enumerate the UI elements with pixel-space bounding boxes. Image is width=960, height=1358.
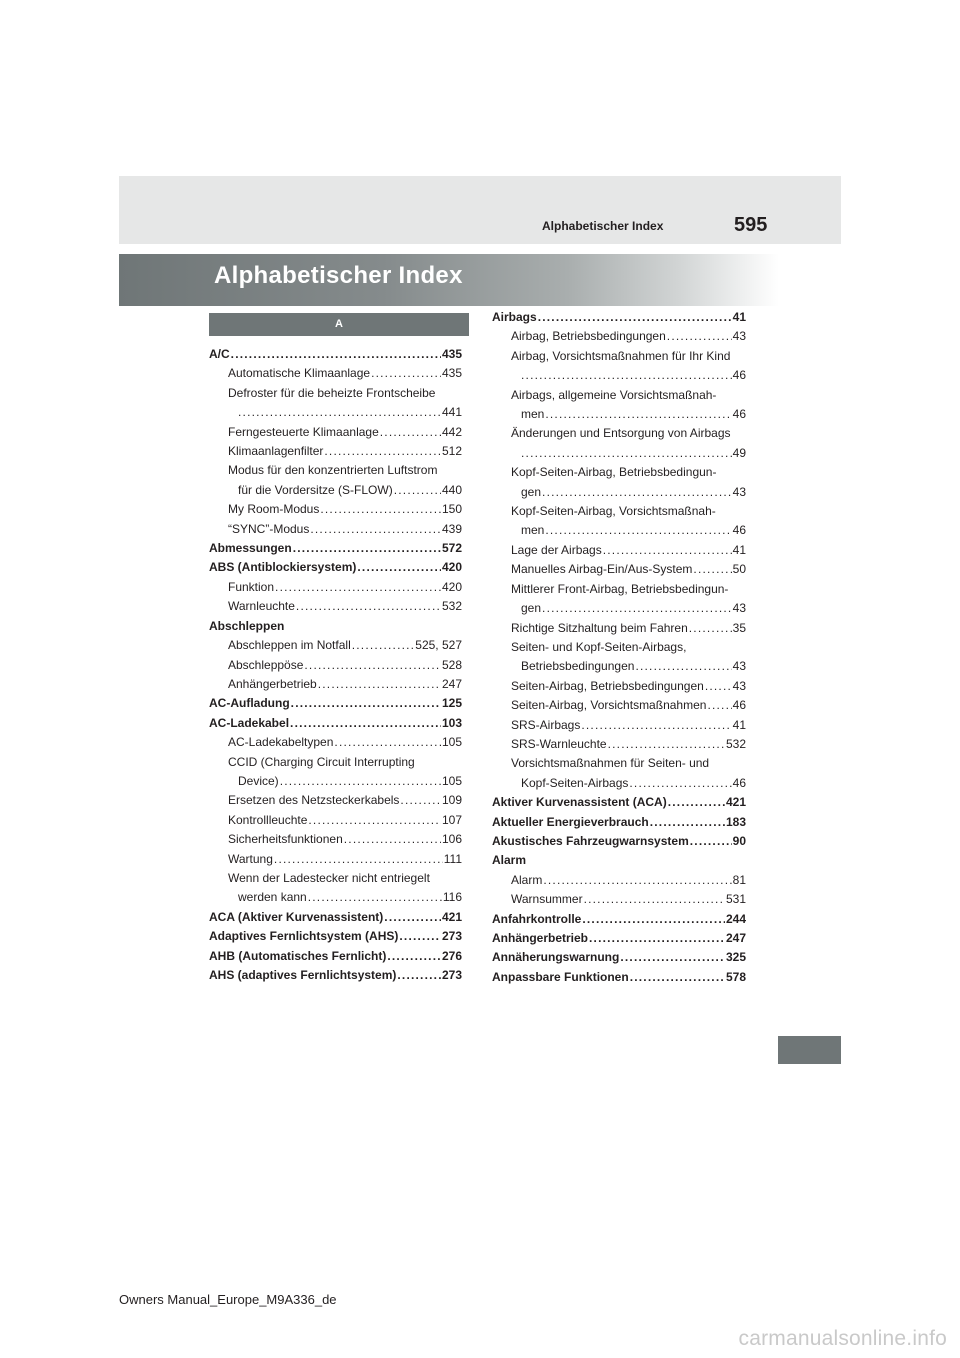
entry-page: 43	[732, 601, 746, 616]
leader-dots	[387, 947, 441, 966]
leader-dots	[603, 541, 732, 560]
entry-page: 103	[441, 715, 462, 730]
page-number: 595	[734, 214, 768, 236]
leader-dots	[280, 772, 441, 791]
entry-page: 107	[441, 812, 462, 827]
entry-page: 276	[441, 948, 462, 963]
entry-page: 441	[441, 405, 462, 420]
entry-page: 435	[441, 366, 462, 381]
leader-dots	[668, 793, 725, 812]
index-subentry[interactable]	[492, 677, 746, 696]
index-subentry[interactable]	[209, 656, 462, 675]
entry-text: men	[521, 407, 545, 422]
leader-dots	[608, 735, 725, 754]
entry-page: 109	[441, 793, 462, 808]
index-entry[interactable]	[209, 694, 462, 713]
section-letter-a: A	[209, 313, 469, 336]
leader-dots	[352, 636, 415, 655]
index-subentry[interactable]	[492, 327, 746, 346]
index-subentry-continuation[interactable]	[209, 481, 462, 500]
index-subentry-continuation[interactable]	[492, 774, 746, 793]
leader-dots	[380, 423, 441, 442]
leader-dots	[630, 968, 725, 987]
index-subentry-continuation[interactable]	[209, 403, 462, 422]
entry-text: gen	[521, 484, 542, 499]
leader-dots	[521, 366, 732, 385]
index-entry[interactable]	[209, 908, 462, 927]
entry-page: 578	[725, 969, 746, 984]
header-band	[119, 176, 841, 244]
index-subentry[interactable]	[492, 619, 746, 638]
leader-dots	[589, 929, 725, 948]
index-subentry-continuation[interactable]	[492, 521, 746, 540]
page-title: Alphabetischer Index	[214, 262, 463, 289]
leader-dots	[620, 948, 725, 967]
index-subentry-line[interactable]: Seiten- und Kopf-Seiten-Airbags,	[511, 639, 687, 654]
leader-dots	[384, 908, 441, 927]
leader-dots	[397, 966, 441, 985]
entry-page: 525, 527	[415, 638, 462, 653]
index-subentry-line[interactable]: Wenn der Ladestecker nicht entriegelt	[228, 870, 430, 885]
leader-dots	[581, 716, 731, 735]
index-subentry-line[interactable]: CCID (Charging Circuit Interrupting	[228, 754, 415, 769]
entry-text: AHB (Automatisches Fernlicht)	[209, 948, 387, 963]
entry-text: Sicherheitsfunktionen	[228, 832, 343, 847]
entry-page: 46	[732, 523, 746, 538]
leader-dots	[629, 774, 731, 793]
index-entry[interactable]	[492, 793, 746, 812]
entry-page: 244	[725, 911, 746, 926]
entry-page: 105	[441, 773, 462, 788]
leader-dots	[310, 520, 441, 539]
index-subentry[interactable]	[492, 696, 746, 715]
entry-page: 35	[732, 620, 746, 635]
entry-page: 116	[442, 890, 462, 905]
entry-page: 325	[725, 950, 746, 965]
entry-page: 49	[732, 445, 746, 460]
index-subentry[interactable]	[209, 442, 462, 461]
entry-page: 273	[441, 968, 462, 982]
index-heading[interactable]: Alarm	[492, 853, 527, 868]
entry-text: werden kann	[238, 890, 307, 905]
leader-dots	[357, 558, 441, 577]
index-subentry-line[interactable]: Vorsichtsmaßnahmen für Seiten- und	[511, 756, 710, 771]
leader-dots	[545, 521, 731, 540]
index-entry[interactable]	[209, 558, 462, 577]
entry-page: 125	[441, 696, 462, 711]
entry-page: 46	[732, 368, 746, 383]
index-subentry[interactable]	[209, 364, 462, 383]
index-entry[interactable]	[492, 948, 746, 967]
entry-text: Lage der Airbags	[511, 542, 602, 557]
index-subentry[interactable]	[492, 716, 746, 735]
entry-page: 111	[443, 851, 462, 866]
leader-dots	[693, 560, 731, 579]
leader-dots	[667, 327, 732, 346]
leader-dots	[231, 345, 441, 364]
index-heading[interactable]: Abschleppen	[209, 618, 285, 633]
index-subentry-line[interactable]: Änderungen und Entsorgung von Airbags	[511, 426, 731, 441]
entry-text: Airbags	[492, 310, 537, 324]
entry-text: Anhängerbetrieb	[492, 931, 589, 945]
leader-dots	[296, 597, 441, 616]
entry-page: 440	[441, 482, 462, 497]
entry-text: AC-Ladekabel	[209, 715, 290, 730]
entry-page: 247	[441, 676, 462, 691]
index-column-right	[492, 308, 746, 987]
entry-text: My Room-Modus	[228, 502, 320, 517]
index-subentry[interactable]	[492, 560, 746, 579]
leader-dots	[274, 850, 443, 869]
index-subentry[interactable]	[209, 520, 462, 539]
entry-page: 532	[441, 599, 462, 614]
entry-text: Anhängerbetrieb	[228, 676, 317, 691]
index-entry[interactable]	[492, 308, 746, 327]
entry-text: Warnleuchte	[228, 599, 295, 614]
index-subentry[interactable]	[209, 423, 462, 442]
index-subentry[interactable]	[492, 541, 746, 560]
entry-text: Device)	[238, 773, 279, 788]
leader-dots	[689, 619, 732, 638]
index-entry[interactable]	[209, 947, 462, 966]
leader-dots	[584, 890, 725, 909]
leader-dots	[542, 599, 732, 618]
index-subentry[interactable]	[209, 675, 462, 694]
entry-page: 273	[441, 929, 462, 944]
leader-dots	[635, 657, 731, 676]
leader-dots	[304, 656, 441, 675]
index-subentry-line[interactable]: Airbags, allgemeine Vorsichtsmaßnah-	[511, 387, 717, 402]
index-subentry-continuation[interactable]	[492, 657, 746, 676]
index-subentry-line[interactable]: Modus für den konzentrierten Luftstrom	[228, 463, 438, 478]
entry-page: 420	[441, 579, 462, 594]
index-entry[interactable]	[209, 714, 462, 733]
index-subentry-continuation[interactable]	[209, 888, 462, 907]
entry-page: 247	[725, 931, 746, 945]
leader-dots	[543, 871, 731, 890]
entry-text: Richtige Sitzhaltung beim Fahren	[511, 620, 688, 635]
leader-dots	[291, 694, 441, 713]
entry-text: Abmessungen	[209, 541, 292, 556]
entry-page: 528	[441, 657, 462, 672]
index-subentry[interactable]	[209, 811, 462, 830]
index-subentry[interactable]	[209, 830, 462, 849]
entry-page: 46	[732, 407, 746, 422]
index-subentry[interactable]	[492, 735, 746, 754]
entry-page: 41	[732, 717, 746, 732]
index-subentry[interactable]	[209, 578, 462, 597]
entry-page: 420	[441, 560, 462, 575]
entry-page: 532	[725, 736, 746, 751]
index-entry[interactable]	[492, 910, 746, 929]
entry-text: Automatische Klimaanlage	[228, 366, 371, 381]
index-subentry[interactable]	[209, 500, 462, 519]
index-entry[interactable]	[492, 813, 746, 832]
entry-text: AHS (adaptives Fernlichtsystem)	[209, 968, 397, 982]
entry-text: Kopf-Seiten-Airbags	[521, 775, 629, 790]
leader-dots	[290, 714, 441, 733]
leader-dots	[394, 481, 441, 500]
leader-dots	[344, 830, 441, 849]
entry-text: ABS (Antiblockiersystem)	[209, 560, 357, 575]
index-entry[interactable]	[209, 539, 462, 558]
entry-text: “SYNC”-Modus	[228, 521, 310, 536]
entry-text: SRS-Warnleuchte	[511, 736, 607, 751]
entry-text: Kontrollleuchte	[228, 812, 308, 827]
entry-page: 435	[441, 347, 462, 361]
entry-page: 43	[732, 484, 746, 499]
entry-text: Aktueller Energieverbrauch	[492, 814, 649, 829]
entry-text: Alarm	[511, 872, 543, 887]
leader-dots	[538, 308, 732, 327]
leader-dots	[521, 444, 732, 463]
index-entry[interactable]	[492, 929, 746, 948]
index-subentry-continuation[interactable]	[492, 444, 746, 463]
entry-text: AC-Ladekabeltypen	[228, 735, 334, 750]
index-subentry-continuation[interactable]	[492, 405, 746, 424]
entry-text: AC-Aufladung	[209, 696, 290, 711]
index-subentry-continuation[interactable]	[492, 366, 746, 385]
entry-text: Warnsummer	[511, 892, 583, 907]
index-subentry[interactable]	[209, 597, 462, 616]
entry-text: Abschleppöse	[228, 657, 304, 672]
index-subentry-line[interactable]: Kopf-Seiten-Airbag, Vorsichtsmaßnah-	[511, 504, 716, 519]
leader-dots	[320, 500, 441, 519]
watermark: carmanualsonline.info	[738, 1327, 947, 1350]
leader-dots	[308, 888, 442, 907]
entry-text: Seiten-Airbag, Vorsichtsmaßnahmen	[511, 698, 707, 713]
leader-dots	[238, 403, 441, 422]
entry-page: 531	[725, 892, 746, 907]
entry-text: Wartung	[228, 851, 273, 866]
index-subentry-continuation[interactable]	[492, 599, 746, 618]
entry-page: 183	[725, 814, 746, 829]
leader-dots	[542, 483, 732, 502]
entry-text: Manuelles Airbag-Ein/Aus-System	[511, 562, 693, 577]
entry-text: Anfahrkontrolle	[492, 911, 582, 926]
entry-page: 46	[732, 775, 746, 790]
leader-dots	[707, 696, 731, 715]
entry-page: 90	[732, 833, 746, 848]
entry-page: 442	[441, 424, 462, 439]
running-header-title: Alphabetischer Index	[542, 219, 664, 233]
thumb-index-tab	[778, 1036, 841, 1064]
entry-text: A/C	[209, 347, 230, 361]
leader-dots	[400, 791, 441, 810]
entry-page: 46	[732, 698, 746, 713]
entry-text: Adaptives Fernlichtsystem (AHS)	[209, 929, 399, 944]
entry-text: Ferngesteuerte Klimaanlage	[228, 424, 379, 439]
index-subentry[interactable]	[209, 733, 462, 752]
entry-text: SRS-Airbags	[511, 717, 581, 732]
entry-page: 439	[441, 521, 462, 536]
entry-page: 43	[732, 329, 746, 344]
entry-text: men	[521, 523, 545, 538]
leader-dots	[371, 364, 441, 383]
entry-text: Aktiver Kurvenassistent (ACA)	[492, 795, 667, 810]
entry-page: 43	[732, 659, 746, 674]
index-subentry[interactable]	[492, 871, 746, 890]
document-code: Owners Manual_Europe_M9A336_de	[119, 1292, 337, 1307]
entry-page: 43	[732, 678, 746, 693]
entry-page: 105	[441, 735, 462, 750]
entry-page: 41	[732, 310, 746, 324]
entry-page: 512	[441, 444, 462, 459]
index-entry[interactable]	[492, 968, 746, 987]
entry-text: gen	[521, 601, 542, 616]
entry-page: 421	[725, 795, 746, 810]
index-subentry[interactable]	[209, 850, 462, 869]
leader-dots	[650, 813, 725, 832]
index-subentry-line[interactable]: Mittlerer Front-Airbag, Betriebsbedingun-	[511, 581, 729, 596]
entry-text: ACA (Aktiver Kurvenassistent)	[209, 909, 384, 924]
entry-page: 81	[732, 872, 746, 887]
leader-dots	[334, 733, 441, 752]
leader-dots	[545, 405, 731, 424]
entry-text: Ersetzen des Netzsteckerkabels	[228, 793, 400, 808]
index-entry[interactable]	[492, 832, 746, 851]
entry-page: 106	[441, 832, 462, 847]
leader-dots	[308, 811, 441, 830]
entry-page: 421	[441, 909, 462, 924]
index-subentry[interactable]	[492, 890, 746, 909]
index-entry[interactable]	[209, 345, 462, 364]
leader-dots	[705, 677, 732, 696]
leader-dots	[293, 539, 441, 558]
leader-dots	[399, 927, 441, 946]
leader-dots	[690, 832, 732, 851]
index-column-left	[209, 345, 462, 985]
entry-text: Betriebsbedingungen	[521, 659, 635, 674]
entry-text: Anpassbare Funktionen	[492, 969, 629, 984]
entry-text: Seiten-Airbag, Betriebsbedingungen	[511, 678, 704, 693]
index-subentry-continuation[interactable]	[209, 772, 462, 791]
entry-text: Akustisches Fahrzeugwarnsystem	[492, 833, 689, 848]
entry-page: 50	[732, 562, 746, 577]
entry-page: 41	[732, 542, 746, 557]
leader-dots	[318, 675, 441, 694]
leader-dots	[582, 910, 725, 929]
entry-text: Abschleppen im Notfall	[228, 638, 351, 653]
entry-text: Klimaanlagenfilter	[228, 444, 324, 459]
leader-dots	[324, 442, 441, 461]
entry-text: Airbag, Betriebsbedingungen	[511, 329, 666, 344]
entry-page: 572	[441, 541, 462, 556]
index-subentry[interactable]	[209, 791, 462, 810]
entry-text: Annäherungswarnung	[492, 950, 620, 965]
entry-page: 150	[441, 502, 462, 517]
leader-dots	[275, 578, 441, 597]
index-entry[interactable]	[209, 966, 462, 985]
index-subentry[interactable]	[209, 636, 462, 655]
index-entry[interactable]	[209, 927, 462, 946]
index-subentry-continuation[interactable]	[492, 483, 746, 502]
index-subentry-line[interactable]: Defroster für die beheizte Frontscheibe	[228, 385, 436, 400]
entry-text: Funktion	[228, 579, 275, 594]
entry-text: für die Vordersitze (S-FLOW)	[238, 482, 393, 497]
index-subentry-line[interactable]: Kopf-Seiten-Airbag, Betriebsbedingun-	[511, 465, 717, 480]
index-subentry-line[interactable]: Airbag, Vorsichtsmaßnahmen für Ihr Kind	[511, 348, 731, 363]
